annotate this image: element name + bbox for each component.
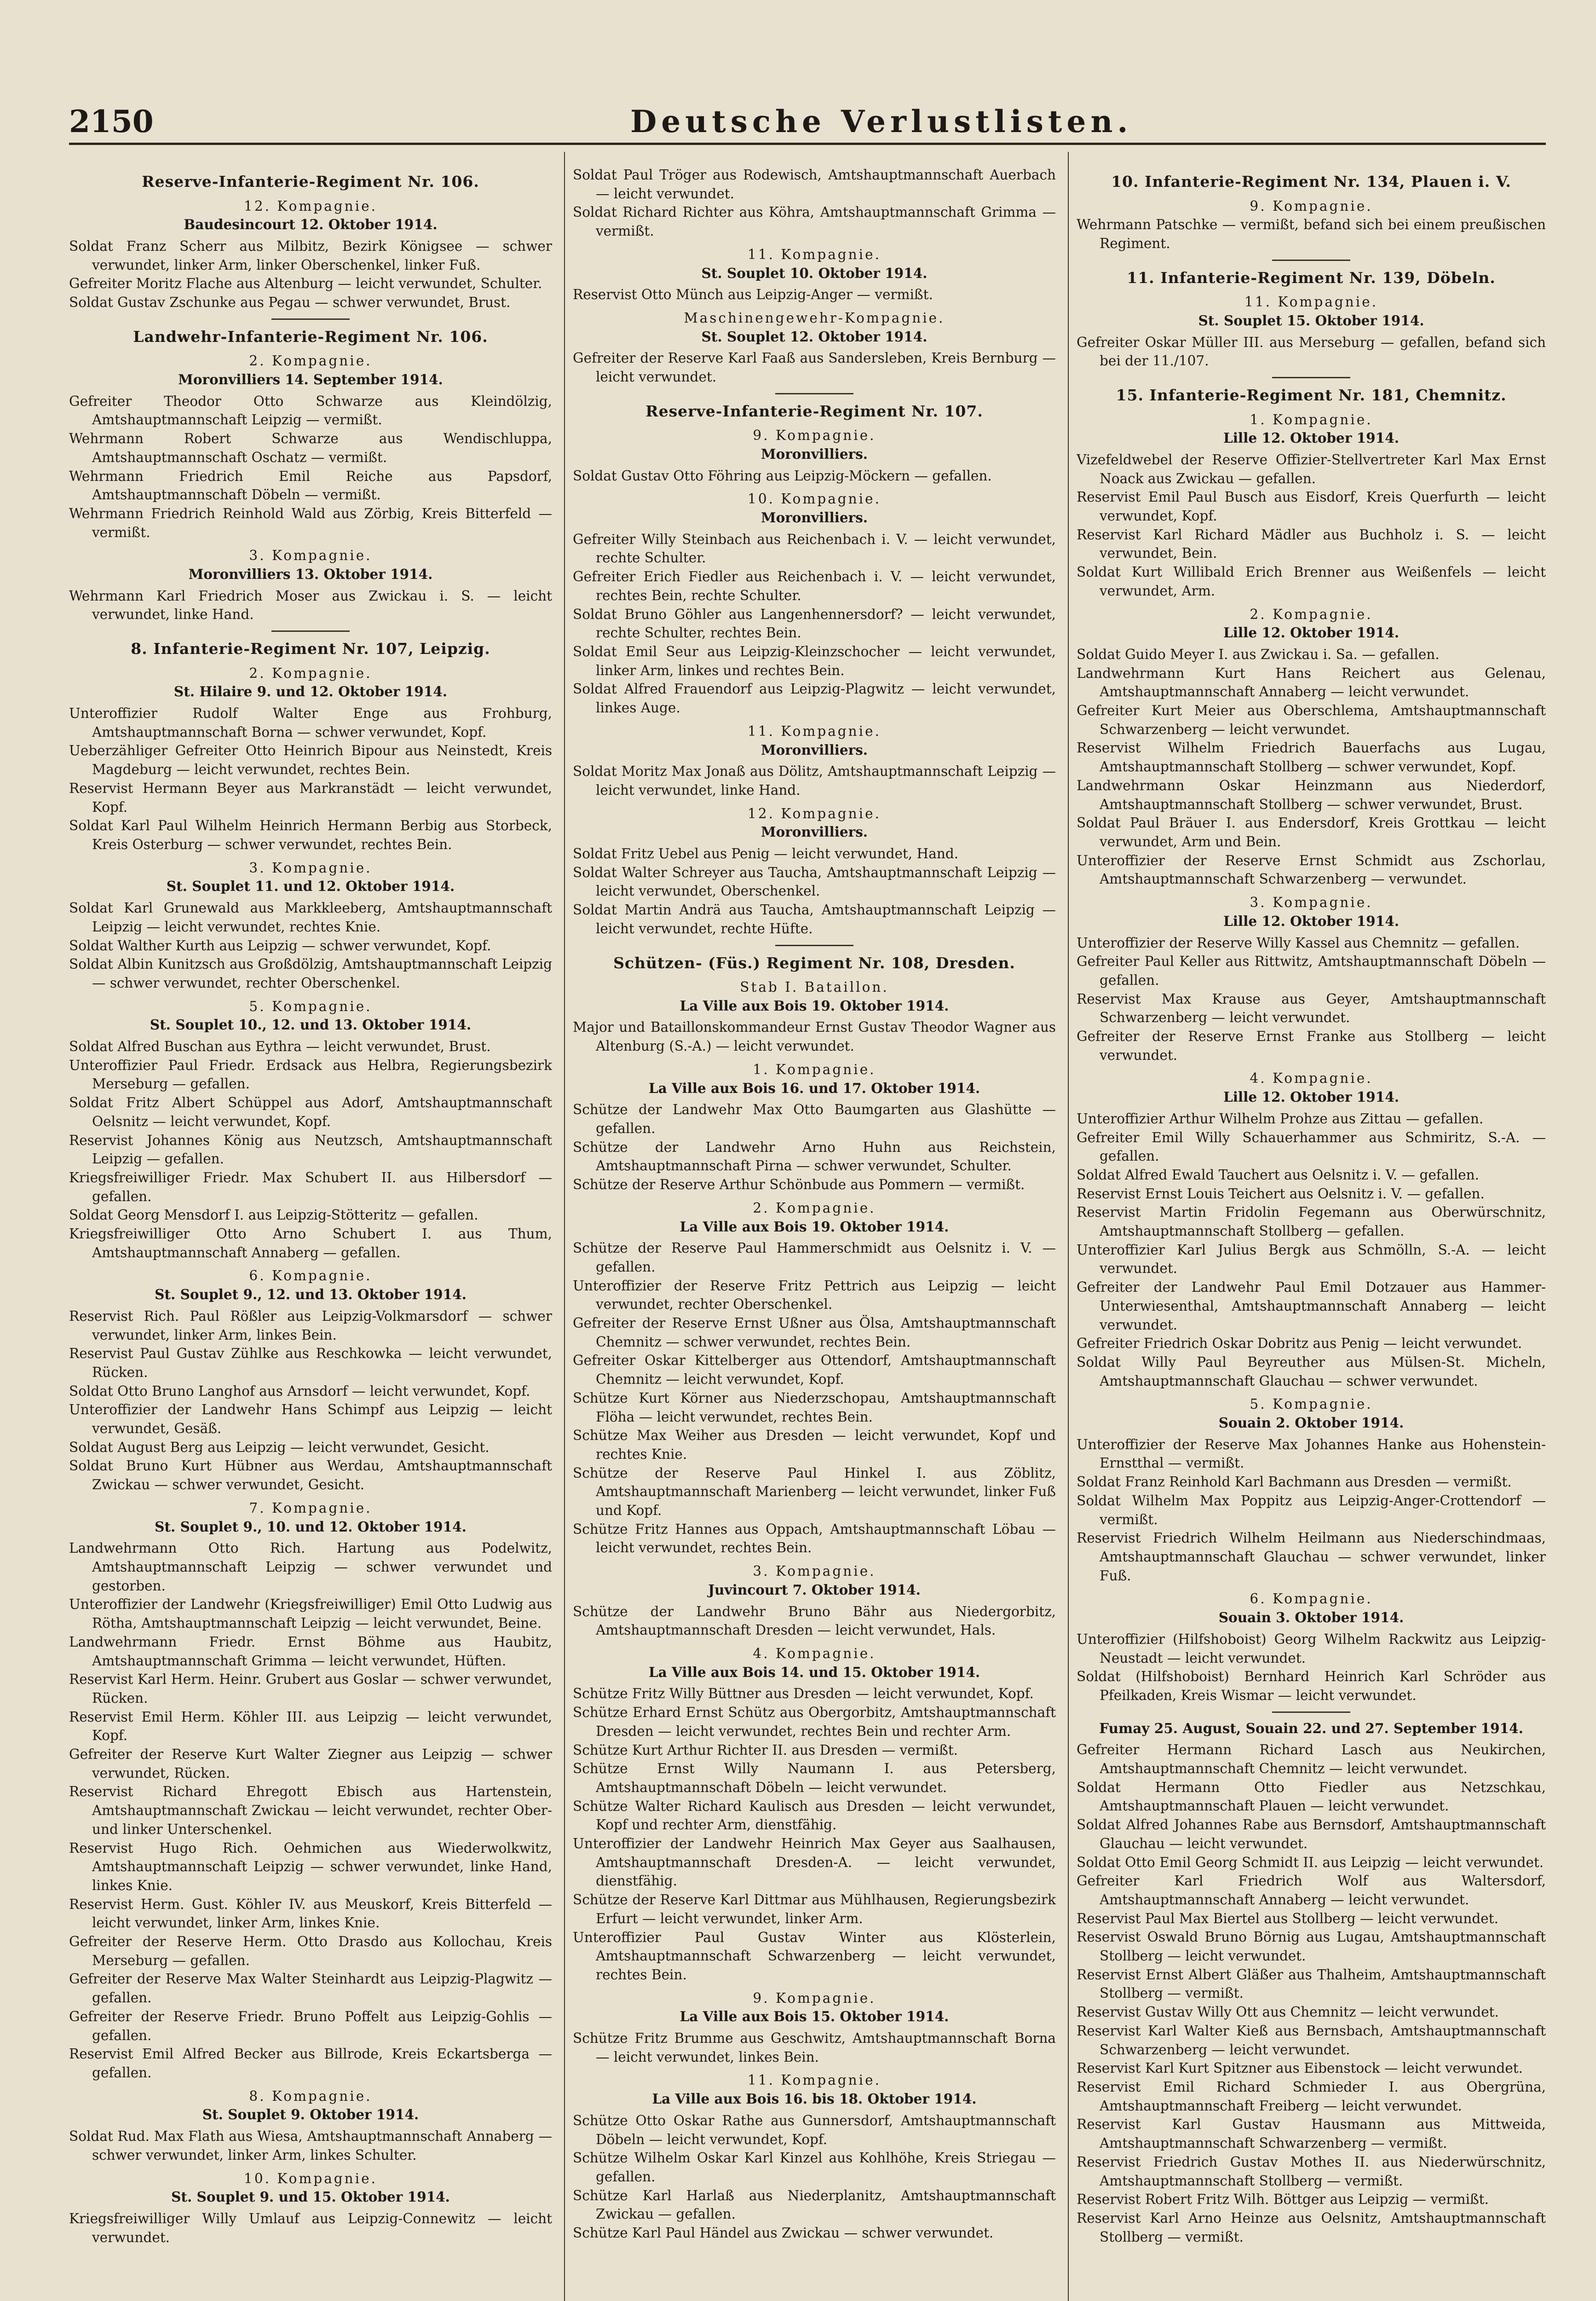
casualty-entry: Reservist Friedrich Gustav Mothes II. aus Niederwürschnitz, Amtshauptmannschaft Stollberg — vermißt. bbox=[1077, 2154, 1546, 2189]
casualty-entry: Gefreiter Paul Keller aus Rittwitz, Amtshauptmannschaft Döbeln — gefallen. bbox=[1077, 954, 1546, 988]
place-date-heading: Lille 12. Oktober 1914. bbox=[1223, 913, 1400, 929]
casualty-entry: Schütze der Reserve Karl Dittmar aus Mühlhausen, Regierungsbezirk Erfurt — leicht verwundet, linker Arm. bbox=[573, 1892, 1056, 1926]
kompanie-heading: Maschinengewehr-Kompagnie. bbox=[684, 310, 945, 326]
page-number: 2150 bbox=[69, 104, 154, 139]
casualty-entry: Schütze Otto Oskar Rathe aus Gunnersdorf, Amtshauptmannschaft Döbeln — leicht verwundet, Kopf. bbox=[573, 2112, 1056, 2147]
place-date-heading: Moronvilliers. bbox=[761, 509, 868, 526]
casualty-entry: Schütze Kurt Körner aus Niederzschopau, Amtshauptmannschaft Flöha — leicht verwundet, rechtes Bein. bbox=[573, 1390, 1056, 1425]
casualty-entry: Gefreiter Friedrich Oskar Dobritz aus Penig — leicht verwundet. bbox=[1077, 1336, 1522, 1352]
kompanie-heading: 4. Kompagnie. bbox=[1250, 1070, 1373, 1087]
casualty-entry: Soldat Gustav Zschunke aus Pegau — schwer verwundet, Brust. bbox=[69, 295, 511, 311]
casualty-entry: Reservist Karl Arno Heinze aus Oelsnitz, Amtshauptmannschaft Stollberg — vermißt. bbox=[1077, 2210, 1546, 2245]
regiment-heading: 10. Infanterie-Regiment Nr. 134, Plauen i. V. bbox=[1111, 173, 1511, 191]
place-date-heading: St. Souplet 9. und 15. Oktober 1914. bbox=[171, 2189, 450, 2205]
place-date-heading: Moronvilliers. bbox=[761, 741, 868, 758]
column-2 bbox=[573, 166, 1056, 2301]
kompanie-heading: 8. Kompagnie. bbox=[249, 2088, 372, 2104]
casualty-entry: Reservist Johannes König aus Neutzsch, Amtshauptmannschaft Leipzig — gefallen. bbox=[69, 1132, 552, 1167]
kompanie-heading: 9. Kompagnie. bbox=[753, 1990, 876, 2006]
casualty-entry: Soldat Walther Kurth aus Leipzig — schwer verwundet, Kopf. bbox=[69, 937, 491, 954]
kompanie-heading: 5. Kompagnie. bbox=[1250, 1396, 1373, 1412]
place-date-heading: St. Hilaire 9. und 12. Oktober 1914. bbox=[173, 683, 448, 700]
casualty-entry: Reservist Hugo Rich. Oehmichen aus Wiederwolkwitz, Amtshauptmannschaft Leipzig — schwer verwundet, linke Hand, linkes Knie. bbox=[69, 1840, 552, 1893]
casualty-entry: Reservist Wilhelm Friedrich Bauerfachs aus Lugau, Amtshauptmannschaft Stollberg — schwer verwundet, Kopf. bbox=[1077, 740, 1546, 775]
casualty-entry: Vizefeldwebel der Reserve Offizier-Stellvertreter Karl Max Ernst Noack aus Zwickau — gefallen. bbox=[1077, 451, 1546, 486]
casualty-entry: Gefreiter der Reserve Max Walter Steinhardt aus Leipzig-Plagwitz — gefallen. bbox=[69, 1971, 552, 2006]
kompanie-heading: 2. Kompagnie. bbox=[1250, 606, 1373, 622]
casualty-entry: Gefreiter Kurt Meier aus Oberschlema, Amtshauptmannschaft Schwarzenberg — leicht verwundet. bbox=[1077, 703, 1546, 737]
casualty-entry: Soldat Wilhelm Max Poppitz aus Leipzig-Anger-Crottendorf — vermißt. bbox=[1077, 1492, 1546, 1527]
casualty-entry: Soldat Emil Seur aus Leipzig-Kleinzschocher — leicht verwundet, linker Arm, linkes und rechtes Bein. bbox=[573, 644, 1056, 678]
casualty-entry: Schütze Wilhelm Oskar Karl Kinzel aus Kohlhöhe, Kreis Striegau — gefallen. bbox=[573, 2150, 1056, 2185]
casualty-entry: Gefreiter Moritz Flache aus Altenburg — leicht verwundet, Schulter. bbox=[69, 276, 542, 292]
casualty-entry: Reservist Hermann Beyer aus Markranstädt — leicht verwundet, Kopf. bbox=[69, 780, 552, 815]
casualty-entry: Reservist Emil Richard Schmieder I. aus Obergrüna, Amtshauptmannschaft Freiberg — leicht verwundet. bbox=[1077, 2079, 1546, 2114]
casualty-entry: Gefreiter der Reserve Kurt Walter Ziegner aus Leipzig — schwer verwundet, Rücken. bbox=[69, 1746, 552, 1781]
casualty-entry: Unteroffizier Rudolf Walter Enge aus Frohburg, Amtshauptmannschaft Borna — schwer verwundet, Kopf. bbox=[69, 705, 552, 740]
place-date-heading: Juvincourt 7. Oktober 1914. bbox=[708, 1581, 921, 1598]
casualty-entry: Schütze Erhard Ernst Schütz aus Obergorbitz, Amtshauptmannschaft Dresden — leicht verwundet, rechtes Bein und rechter Arm. bbox=[573, 1705, 1056, 1739]
section-separator bbox=[775, 393, 853, 394]
casualty-entry: Soldat Gustav Otto Föhring aus Leipzig-Möckern — gefallen. bbox=[573, 468, 992, 484]
casualty-entry: Unteroffizier der Reserve Fritz Pettrich aus Leipzig — leicht verwundet, rechter Oberschenkel. bbox=[573, 1278, 1056, 1312]
kompanie-heading: 12. Kompagnie. bbox=[748, 805, 881, 821]
section-separator bbox=[775, 945, 853, 946]
casualty-entry: Gefreiter der Reserve Herm. Otto Drasdo aus Kollochau, Kreis Merseburg — gefallen. bbox=[69, 1934, 552, 1968]
casualty-entry: Landwehrmann Kurt Hans Reichert aus Gelenau, Amtshauptmannschaft Annaberg — leicht verwundet. bbox=[1077, 665, 1546, 700]
kompanie-heading: 11. Kompagnie. bbox=[748, 2072, 881, 2088]
casualty-entry: Kriegsfreiwilliger Otto Arno Schubert I. aus Thum, Amtshauptmannschaft Annaberg — gefallen. bbox=[69, 1226, 552, 1260]
place-date-heading: Lille 12. Oktober 1914. bbox=[1223, 624, 1400, 641]
casualty-entry: Gefreiter Oskar Müller III. aus Merseburg — gefallen, befand sich bei der 11./107. bbox=[1077, 334, 1546, 369]
casualty-entry: Reservist Karl Gustav Hausmann aus Mittweida, Amtshauptmannschaft Schwarzenberg — vermißt. bbox=[1077, 2116, 1546, 2151]
kompanie-heading: 3. Kompagnie. bbox=[753, 1563, 876, 1579]
kompanie-heading: 2. Kompagnie. bbox=[249, 353, 372, 369]
place-date-heading: St. Souplet 11. und 12. Oktober 1914. bbox=[166, 878, 455, 895]
casualty-entry: Soldat Alfred Johannes Rabe aus Bernsdorf, Amtshauptmannschaft Glauchau — leicht verwundet. bbox=[1077, 1817, 1546, 1851]
casualty-entry: Unteroffizier Karl Julius Bergk aus Schmölln, S.-A. — leicht verwundet. bbox=[1077, 1242, 1546, 1277]
casualty-entry: Soldat Georg Mensdorf I. aus Leipzig-Stötteritz — gefallen. bbox=[69, 1207, 478, 1223]
casualty-entry: Soldat Rud. Max Flath aus Wiesa, Amtshauptmannschaft Annaberg — schwer verwundet, linker Arm, linkes Schulter. bbox=[69, 2128, 552, 2163]
kompanie-heading: 10. Kompagnie. bbox=[748, 491, 881, 507]
casualty-entry: Landwehrmann Friedr. Ernst Böhme aus Haubitz, Amtshauptmannschaft Grimma — leicht verwundet, Hüften. bbox=[69, 1634, 552, 1669]
place-date-heading: St. Souplet 9. Oktober 1914. bbox=[202, 2106, 419, 2123]
casualty-entry: Gefreiter der Reserve Karl Faaß aus Sandersleben, Kreis Bernburg — leicht verwundet. bbox=[573, 350, 1056, 385]
place-date-heading: La Ville aux Bois 15. Oktober 1914. bbox=[680, 2008, 949, 2025]
casualty-entry: Soldat Bruno Kurt Hübner aus Werdau, Amtshauptmannschaft Zwickau — schwer verwundet, Gesicht. bbox=[69, 1458, 552, 1493]
column-1 bbox=[69, 166, 552, 2301]
casualty-entry: Unteroffizier der Landwehr Hans Schimpf aus Leipzig — leicht verwundet, Gesäß. bbox=[69, 1402, 552, 1437]
regiment-heading: Reserve-Infanterie-Regiment Nr. 106. bbox=[142, 173, 479, 191]
place-date-heading: St. Souplet 15. Oktober 1914. bbox=[1198, 312, 1424, 329]
casualty-entry: Reservist Emil Herm. Köhler III. aus Leipzig — leicht verwundet, Kopf. bbox=[69, 1709, 552, 1744]
kompanie-heading: 3. Kompagnie. bbox=[249, 860, 372, 876]
place-date-heading: St. Souplet 12. Oktober 1914. bbox=[701, 328, 928, 345]
casualty-entry: Wehrmann Robert Schwarze aus Wendischluppa, Amtshauptmannschaft Oschatz — vermißt. bbox=[69, 431, 552, 465]
place-date-heading: St. Souplet 10. Oktober 1914. bbox=[701, 265, 928, 281]
casualty-entry: Schütze der Reserve Paul Hammerschmidt aus Oelsnitz i. V. — gefallen. bbox=[573, 1240, 1056, 1275]
regiment-heading: 8. Infanterie-Regiment Nr. 107, Leipzig. bbox=[131, 640, 490, 658]
casualty-entry: Soldat Bruno Göhler aus Langenhennersdorf? — leicht verwundet, rechte Schulter, rechtes Bein. bbox=[573, 606, 1056, 641]
casualty-entry: Schütze der Landwehr Arno Huhn aus Reichstein, Amtshauptmannschaft Pirna — schwer verwundet, Schulter. bbox=[573, 1139, 1056, 1174]
casualty-entry: Reservist Martin Fridolin Fegemann aus Oberwürschnitz, Amtshauptmannschaft Stollberg — gefallen. bbox=[1077, 1204, 1546, 1239]
casualty-entry: Soldat Fritz Uebel aus Penig — leicht verwundet, Hand. bbox=[573, 846, 959, 862]
casualty-entry: Schütze Fritz Hannes aus Oppach, Amtshauptmannschaft Löbau — leicht verwundet, rechtes Bein. bbox=[573, 1521, 1056, 1556]
page-header bbox=[69, 104, 1546, 140]
kompanie-heading: 11. Kompagnie. bbox=[1245, 294, 1378, 310]
column-3 bbox=[1077, 166, 1546, 2301]
casualty-entry: Schütze der Landwehr Max Otto Baumgarten aus Glashütte — gefallen. bbox=[573, 1102, 1056, 1136]
casualty-entry: Unteroffizier der Reserve Max Johannes Hanke aus Hohenstein-Ernstthal — vermißt. bbox=[1077, 1436, 1546, 1471]
place-date-heading: Moronvilliers. bbox=[761, 445, 868, 462]
casualty-entry: Reservist Karl Walter Kieß aus Bernsbach, Amtshauptmannschaft Schwarzenberg — leicht verwundet. bbox=[1077, 2023, 1546, 2058]
casualty-entry: Kriegsfreiwilliger Willy Umlauf aus Leipzig-Connewitz — leicht verwundet. bbox=[69, 2210, 552, 2245]
casualty-entry: Reservist Max Krause aus Geyer, Amtshauptmannschaft Schwarzenberg — leicht verwundet. bbox=[1077, 991, 1546, 1026]
casualty-entry: Unteroffizier (Hilfshoboist) Georg Wilhelm Rackwitz aus Leipzig-Neustadt — leicht verwundet. bbox=[1077, 1631, 1546, 1666]
kompanie-heading: 6. Kompagnie. bbox=[1250, 1591, 1373, 1607]
casualty-entry: Schütze Karl Harlaß aus Niederplanitz, Amtshauptmannschaft Zwickau — gefallen. bbox=[573, 2187, 1056, 2222]
casualty-entry: Reservist Karl Herm. Heinr. Grubert aus Goslar — schwer verwundet, Rücken. bbox=[69, 1671, 552, 1706]
casualty-entry: Unteroffizier Arthur Wilhelm Prohze aus Zittau — gefallen. bbox=[1077, 1110, 1484, 1127]
casualty-entry: Landwehrmann Otto Rich. Hartung aus Podelwitz, Amtshauptmannschaft Leipzig — schwer verwundet und gestorben. bbox=[69, 1540, 552, 1594]
place-date-heading: Moronvilliers 13. Oktober 1914. bbox=[188, 566, 433, 583]
casualty-entry: Soldat Paul Bräuer I. aus Endersdorf, Kreis Grottkau — leicht verwundet, Arm und Bein. bbox=[1077, 815, 1546, 850]
casualty-entry: Soldat Walter Schreyer aus Taucha, Amtshauptmannschaft Leipzig — leicht verwundet, Oberschenkel. bbox=[573, 864, 1056, 899]
casualty-entry: Gefreiter Karl Friedrich Wolf aus Waltersdorf, Amtshauptmannschaft Annaberg — leicht verwundet. bbox=[1077, 1873, 1546, 1908]
column-divider bbox=[1068, 152, 1069, 2301]
regiment-heading: 15. Infanterie-Regiment Nr. 181, Chemnitz. bbox=[1116, 386, 1507, 404]
casualty-entry: Unteroffizier der Reserve Willy Kassel aus Chemnitz — gefallen. bbox=[1077, 935, 1520, 951]
kompanie-heading: 7. Kompagnie. bbox=[249, 1500, 372, 1516]
casualty-entry: Soldat Alfred Frauendorf aus Leipzig-Plagwitz — leicht verwundet, linkes Auge. bbox=[573, 681, 1056, 716]
place-date-heading: Moronvilliers. bbox=[761, 824, 868, 840]
casualty-entry: Wehrmann Friedrich Emil Reiche aus Papsdorf, Amtshauptmannschaft Döbeln — vermißt. bbox=[69, 468, 552, 503]
place-date-heading: Lille 12. Oktober 1914. bbox=[1223, 430, 1400, 446]
section-separator bbox=[1272, 377, 1350, 378]
casualty-entry: Soldat Franz Reinhold Karl Bachmann aus Dresden — vermißt. bbox=[1077, 1474, 1512, 1490]
place-date-heading: Fumay 25. August, Souain 22. und 27. September 1914. bbox=[1099, 1720, 1523, 1736]
casualty-entry: Reservist Karl Richard Mädler aus Buchholz i. S. — leicht verwundet, Bein. bbox=[1077, 526, 1546, 561]
casualty-entry: Soldat August Berg aus Leipzig — leicht verwundet, Gesicht. bbox=[69, 1439, 490, 1455]
kompanie-heading: 1. Kompagnie. bbox=[753, 1061, 876, 1077]
casualty-entry: Reservist Rich. Paul Rößler aus Leipzig-Volkmarsdorf — schwer verwundet, linker Arm, linkes Bein. bbox=[69, 1308, 552, 1343]
casualty-entry: Reservist Ernst Louis Teichert aus Oelsnitz i. V. — gefallen. bbox=[1077, 1185, 1485, 1202]
casualty-entry: Reservist Paul Max Biertel aus Stollberg — leicht verwundet. bbox=[1077, 1910, 1498, 1926]
casualty-entry: Gefreiter der Reserve Ernst Ußner aus Ölsa, Amtshauptmannschaft Chemnitz — schwer verwundet, rechtes Bein. bbox=[573, 1315, 1056, 1350]
running-title: Deutsche Verlustlisten. bbox=[630, 104, 1133, 139]
kompanie-heading: 6. Kompagnie. bbox=[249, 1268, 372, 1284]
casualty-entry: Reservist Oswald Bruno Börnig aus Lugau, Amtshauptmannschaft Stollberg — leicht verwundet. bbox=[1077, 1929, 1546, 1964]
place-date-heading: Souain 3. Oktober 1914. bbox=[1218, 1609, 1404, 1626]
regiment-heading: Reserve-Infanterie-Regiment Nr. 107. bbox=[645, 402, 983, 420]
casualty-entry: Soldat Alfred Ewald Tauchert aus Oelsnitz i. V. — gefallen. bbox=[1077, 1167, 1479, 1183]
casualty-entry: Unteroffizier Paul Gustav Winter aus Klösterlein, Amtshauptmannschaft Schwarzenberg — leicht verwundet, rechtes Bein. bbox=[573, 1929, 1056, 1983]
place-date-heading: La Ville aux Bois 19. Oktober 1914. bbox=[680, 1218, 949, 1235]
casualty-entry: Kriegsfreiwilliger Friedr. Max Schubert II. aus Hilbersdorf — gefallen. bbox=[69, 1169, 552, 1204]
kompanie-heading: 1. Kompagnie. bbox=[1250, 411, 1373, 428]
kompanie-heading: 3. Kompagnie. bbox=[1250, 895, 1373, 911]
place-date-heading: Moronvilliers 14. September 1914. bbox=[178, 371, 443, 387]
casualty-entry: Schütze der Reserve Paul Hinkel I. aus Zöblitz, Amtshauptmannschaft Marienberg — leicht verwundet, linker Fuß und Kopf. bbox=[573, 1465, 1056, 1519]
place-date-heading: La Ville aux Bois 14. und 15. Oktober 1914. bbox=[648, 1664, 980, 1680]
kompanie-heading: 2. Kompagnie. bbox=[249, 665, 372, 681]
casualty-entry: Wehrmann Friedrich Reinhold Wald aus Zörbig, Kreis Bitterfeld — vermißt. bbox=[69, 505, 552, 540]
casualty-entry: Soldat Karl Grunewald aus Markkleeberg, Amtshauptmannschaft Leipzig — leicht verwundet, rechtes Knie. bbox=[69, 900, 552, 935]
section-separator bbox=[1272, 1711, 1350, 1713]
casualty-entry: Gefreiter Theodor Otto Schwarze aus Kleindölzig, Amtshauptmannschaft Leipzig — vermißt. bbox=[69, 393, 552, 428]
casualty-entry: Unteroffizier der Landwehr (Kriegsfreiwilliger) Emil Otto Ludwig aus Rötha, Amtshauptmannschaft Leipzig — leicht verwundet, Beine. bbox=[69, 1596, 552, 1631]
place-date-heading: St. Souplet 10., 12. und 13. Oktober 1914. bbox=[150, 1017, 472, 1033]
casualty-entry: Unteroffizier Paul Friedr. Erdsack aus Helbra, Regierungsbezirk Merseburg — gefallen. bbox=[69, 1057, 552, 1092]
casualty-entry: Soldat Albin Kunitzsch aus Großdölzig, Amtshauptmannschaft Leipzig — schwer verwundet, rechter Oberschenkel. bbox=[69, 956, 552, 991]
casualty-entry: Schütze Walter Richard Kaulisch aus Dresden — leicht verwundet, Kopf und rechter Arm, dienstfähig. bbox=[573, 1798, 1056, 1833]
casualty-entry: Schütze Fritz Brumme aus Geschwitz, Amtshauptmannschaft Borna — leicht verwundet, linkes Bein. bbox=[573, 2030, 1056, 2065]
casualty-entry: Ueberzähliger Gefreiter Otto Heinrich Bipour aus Neinstedt, Kreis Magdeburg — leicht verwundet, rechtes Bein. bbox=[69, 743, 552, 778]
casualty-entry: Reservist Richard Ehregott Ebisch aus Hartenstein, Amtshauptmannschaft Zwickau — leicht verwundet, rechter Ober- und linker Unterschenkel. bbox=[69, 1784, 552, 1837]
casualty-entry: Gefreiter der Reserve Friedr. Bruno Poffelt aus Leipzig-Gohlis — gefallen. bbox=[69, 2008, 552, 2043]
place-date-heading: Souain 2. Oktober 1914. bbox=[1218, 1415, 1404, 1431]
kompanie-heading: 9. Kompagnie. bbox=[753, 428, 876, 444]
casualty-entry: Major und Bataillonskommandeur Ernst Gustav Theodor Wagner aus Altenburg (S.-A.) — leicht verwundet. bbox=[573, 1019, 1056, 1054]
casualty-entry: Reservist Otto Münch aus Leipzig-Anger — vermißt. bbox=[573, 287, 933, 303]
casualty-entry: Reservist Herm. Gust. Köhler IV. aus Meuskorf, Kreis Bitterfeld — leicht verwundet, linker Arm, linkes Knie. bbox=[69, 1896, 552, 1931]
place-date-heading: St. Souplet 9., 12. und 13. Oktober 1914. bbox=[155, 1286, 467, 1303]
casualty-entry: Schütze Karl Paul Händel aus Zwickau — schwer verwundet. bbox=[573, 2225, 994, 2241]
casualty-entry: Wehrmann Karl Friedrich Moser aus Zwickau i. S. — leicht verwundet, linke Hand. bbox=[69, 588, 552, 623]
casualty-entry: Soldat (Hilfshoboist) Bernhard Heinrich Karl Schröder aus Pfeilkaden, Kreis Wismar — leicht verwundet. bbox=[1077, 1669, 1546, 1703]
place-date-heading: Lille 12. Oktober 1914. bbox=[1223, 1089, 1400, 1105]
casualty-entry: Soldat Moritz Max Jonaß aus Dölitz, Amtshauptmannschaft Leipzig — leicht verwundet, linke Hand. bbox=[573, 763, 1056, 798]
place-date-heading: St. Souplet 9., 10. und 12. Oktober 1914. bbox=[155, 1518, 467, 1535]
casualty-entry: Soldat Hermann Otto Fiedler aus Netzschkau, Amtshauptmannschaft Plauen — leicht verwundet. bbox=[1077, 1779, 1546, 1814]
casualty-entry: Schütze Max Weiher aus Dresden — leicht verwundet, Kopf und rechtes Knie. bbox=[573, 1428, 1056, 1462]
casualty-entry: Schütze der Landwehr Bruno Bähr aus Niedergorbitz, Amtshauptmannschaft Dresden — leicht verwundet, Hals. bbox=[573, 1603, 1056, 1638]
regiment-heading: Landwehr-Infanterie-Regiment Nr. 106. bbox=[133, 327, 488, 346]
section-separator bbox=[271, 318, 350, 320]
kompanie-heading: 9. Kompagnie. bbox=[1250, 198, 1373, 214]
regiment-heading: Schützen- (Füs.) Regiment Nr. 108, Dresden. bbox=[613, 954, 1015, 972]
casualty-entry: Unteroffizier der Reserve Ernst Schmidt aus Zschorlau, Amtshauptmannschaft Schwarzenberg — verwundet. bbox=[1077, 852, 1546, 887]
casualty-entry: Reservist Paul Gustav Zühlke aus Reschkowka — leicht verwundet, Rücken. bbox=[69, 1346, 552, 1380]
casualty-entry: Gefreiter Hermann Richard Lasch aus Neukirchen, Amtshauptmannschaft Chemnitz — leicht verwundet. bbox=[1077, 1742, 1546, 1777]
casualty-entry: Soldat Martin Andrä aus Taucha, Amtshauptmannschaft Leipzig — leicht verwundet, rechte Hüfte. bbox=[573, 902, 1056, 937]
casualty-entry: Gefreiter Oskar Kittelberger aus Ottendorf, Amtshauptmannschaft Chemnitz — leicht verwundet, Kopf. bbox=[573, 1353, 1056, 1388]
casualty-entry: Soldat Kurt Willibald Erich Brenner aus Weißenfels — leicht verwundet, Arm. bbox=[1077, 564, 1546, 599]
casualty-entry: Soldat Willy Paul Beyreuther aus Mülsen-St. Micheln, Amtshauptmannschaft Glauchau — schwer verwundet. bbox=[1077, 1354, 1546, 1389]
kompanie-heading: 2. Kompagnie. bbox=[753, 1200, 876, 1216]
casualty-entry: Gefreiter der Landwehr Paul Emil Dotzauer aus Hammer-Unterwiesenthal, Amtshauptmannschaft Annaberg — leicht verwundet. bbox=[1077, 1279, 1546, 1333]
place-date-heading: La Ville aux Bois 16. bis 18. Oktober 1914. bbox=[652, 2091, 977, 2107]
column-divider bbox=[564, 152, 565, 2301]
casualty-entry: Reservist Friedrich Wilhelm Heilmann aus Niederschindmaas, Amtshauptmannschaft Glauchau — schwer verwundet, linker Fuß. bbox=[1077, 1530, 1546, 1584]
section-separator bbox=[271, 630, 350, 632]
casualty-entry: Soldat Otto Emil Georg Schmidt II. aus Leipzig — leicht verwundet. bbox=[1077, 1854, 1544, 1870]
casualty-entry: Schütze Kurt Arthur Richter II. aus Dresden — vermißt. bbox=[573, 1742, 958, 1758]
kompanie-heading: 12. Kompagnie. bbox=[244, 198, 377, 214]
casualty-entry: Soldat Alfred Buschan aus Eythra — leicht verwundet, Brust. bbox=[69, 1039, 491, 1055]
casualty-entry: Schütze Fritz Willy Büttner aus Dresden — leicht verwundet, Kopf. bbox=[573, 1686, 1034, 1702]
casualty-entry: Schütze Ernst Willy Naumann I. aus Petersberg, Amtshauptmannschaft Döbeln — leicht verwundet. bbox=[573, 1761, 1056, 1795]
casualty-entry: Reservist Karl Kurt Spitzner aus Eibenstock — leicht verwundet. bbox=[1077, 2060, 1523, 2076]
place-date-heading: Baudesincourt 12. Oktober 1914. bbox=[184, 216, 438, 233]
casualty-entry: Reservist Emil Paul Busch aus Eisdorf, Kreis Querfurth — leicht verwundet, Kopf. bbox=[1077, 489, 1546, 524]
kompanie-heading: 10. Kompagnie. bbox=[244, 2170, 377, 2186]
kompanie-heading: 5. Kompagnie. bbox=[249, 998, 372, 1014]
casualty-entry: Gefreiter der Reserve Ernst Franke aus Stollberg — leicht verwundet. bbox=[1077, 1029, 1546, 1063]
casualty-entry: Unteroffizier der Landwehr Heinrich Max Geyer aus Saalhausen, Amtshauptmannschaft Dresden-A. — leicht verwundet, dienstfähig. bbox=[573, 1836, 1056, 1889]
regiment-heading: 11. Infanterie-Regiment Nr. 139, Döbeln. bbox=[1127, 268, 1496, 287]
kompanie-heading: 4. Kompagnie. bbox=[753, 1645, 876, 1661]
casualty-entry: Soldat Fritz Albert Schüppel aus Adorf, Amtshauptmannschaft Oelsnitz — leicht verwundet, Kopf. bbox=[69, 1095, 552, 1129]
casualty-entry: Soldat Guido Meyer I. aus Zwickau i. Sa. — gefallen. bbox=[1077, 646, 1440, 662]
casualty-entry: Gefreiter Willy Steinbach aus Reichenbach i. V. — leicht verwundet, rechte Schulter. bbox=[573, 531, 1056, 566]
casualty-entry: Soldat Paul Tröger aus Rodewisch, Amtshauptmannschaft Auerbach — leicht verwundet. bbox=[573, 167, 1056, 202]
casualty-entry: Soldat Karl Paul Wilhelm Heinrich Hermann Berbig aus Storbeck, Kreis Osterburg — schwer verwundet, rechtes Bein. bbox=[69, 818, 552, 852]
place-date-heading: La Ville aux Bois 19. Oktober 1914. bbox=[680, 997, 949, 1014]
casualty-entry: Reservist Robert Fritz Wilh. Böttger aus Leipzig — vermißt. bbox=[1077, 2191, 1489, 2208]
header-rule bbox=[69, 143, 1546, 145]
section-separator bbox=[1272, 260, 1350, 261]
casualty-entry: Soldat Richard Richter aus Köhra, Amtshauptmannschaft Grimma — vermißt. bbox=[573, 204, 1056, 239]
casualty-entry: Landwehrmann Oskar Heinzmann aus Niederdorf, Amtshauptmannschaft Stollberg — schwer verwundet, Brust. bbox=[1077, 777, 1546, 812]
kompanie-heading: 11. Kompagnie. bbox=[748, 246, 881, 262]
casualty-entry: Gefreiter Emil Willy Schauerhammer aus Schmiritz, S.-A. — gefallen. bbox=[1077, 1129, 1546, 1164]
place-date-heading: La Ville aux Bois 16. und 17. Oktober 1914. bbox=[648, 1080, 980, 1096]
casualty-entry: Soldat Franz Scherr aus Milbitz, Bezirk Königsee — schwer verwundet, linker Arm, linker Oberschenkel, linker Fuß. bbox=[69, 238, 552, 273]
casualty-entry: Wehrmann Patschke — vermißt, befand sich bei einem preußischen Regiment. bbox=[1077, 217, 1546, 251]
kompanie-heading: 11. Kompagnie. bbox=[748, 723, 881, 739]
casualty-entry: Schütze der Reserve Arthur Schönbude aus Pommern — vermißt. bbox=[573, 1177, 1025, 1193]
casualty-entry: Reservist Emil Alfred Becker aus Billrode, Kreis Eckartsberga — gefallen. bbox=[69, 2046, 552, 2081]
casualty-entry: Reservist Ernst Albert Gläßer aus Thalheim, Amtshauptmannschaft Stollberg — vermißt. bbox=[1077, 1966, 1546, 2001]
casualty-entry: Soldat Otto Bruno Langhof aus Arnsdorf — leicht verwundet, Kopf. bbox=[69, 1383, 530, 1399]
kompanie-heading: Stab I. Bataillon. bbox=[740, 979, 889, 995]
kompanie-heading: 3. Kompagnie. bbox=[249, 548, 372, 564]
casualty-entry: Gefreiter Erich Fiedler aus Reichenbach i. V. — leicht verwundet, rechtes Bein, rechte Schulter. bbox=[573, 569, 1056, 603]
casualty-entry: Reservist Gustav Willy Ott aus Chemnitz — leicht verwundet. bbox=[1077, 2004, 1499, 2020]
